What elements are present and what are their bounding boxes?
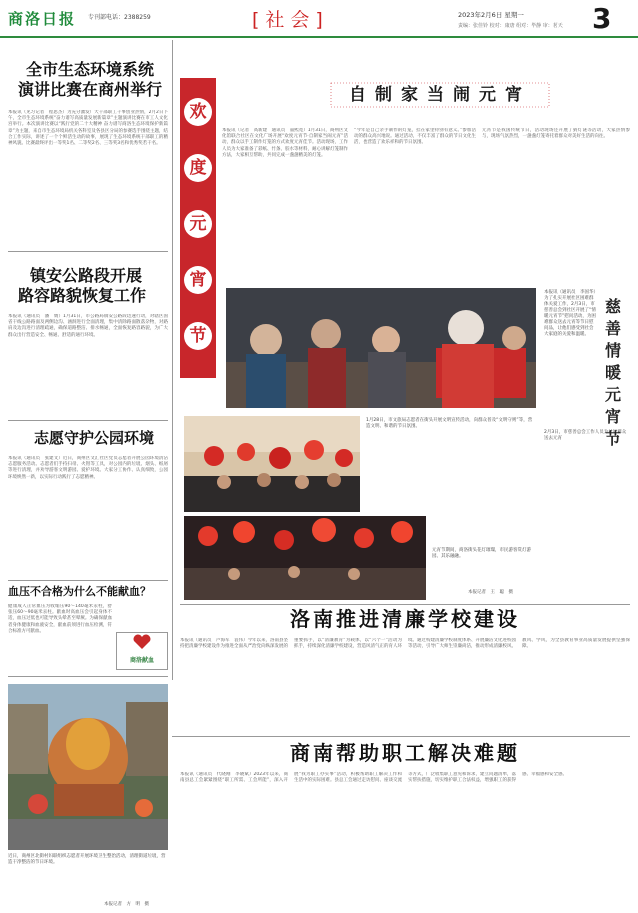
charity-photo-caption: 2月3日，市慈善总会工作人员为社区群众送去元宵 [544,430,627,441]
volunteer-title: 志愿守护公园环境 [34,429,155,447]
road-article [8,256,168,422]
blood-body: 健康成人正常血压为收缩压90～140毫米汞柱，舒张压60～90毫米汞柱。献血时高血压会引起身体不适，血压过低也可能导致头晕甚至晕厥。为确保献血者身体健康和血液安全，献血前须进行血压检测，符合标准方可献血。 [8,604,112,634]
lantern-photo-2 [184,516,426,600]
photo3-caption: 元宵节期间，商洛街头花灯璀璨，市民游客赏灯游园、其乐融融。 [432,548,531,559]
column-divider [172,40,173,680]
lantern-body-col1: 本报讯（记者 高新建 通讯员 董熙宽）1月31日，商州区文化馆联合社区在文化广场开展“欢度元宵节·自制家当闹元宵”活动，群众以手工制作灯笼的方式欢度元宵佳节。活动现场，工作人员为大家准备了彩纸、竹条、胶水等材料，耐心讲解灯笼制作方法，大家相互帮助，共同完成一盏盏精美的灯笼。 [222,128,348,158]
volunteer-body: 本报讯（通讯员 张建文）近日，商州区文汇社区党员志愿者开展公园环境清洁志愿服务活动。志愿者们手持扫帚、火钳等工具，对公园内的垃圾、烟头、纸屑等进行清理，并劝导游客文明游园、爱护环境。大家分工协作、认真细致，公园环境焕然一新，以实际行动践行了志愿精神。 [8,456,168,480]
eco-article [8,40,168,222]
charity-body: 本报讯（通讯员 李国华）为了扎实开展社区困难群体关爱工作，2月3日，市慈善总会到社区开展了“情暖元宵节”慰问活动，为困难群众送去元宵等节日慰问品，让他们感受到社会大家庭的关爱和温暖。 [544,290,596,337]
banner-char: 宵 [184,266,212,294]
banner-char: 元 [184,210,212,238]
charity-title-char: 元 [604,385,621,404]
phone-line: 专刊部电话：2388259 [88,14,151,21]
divider [8,580,168,581]
blood-logo-text: 商洛献血 [129,657,154,664]
eco-title-line1: 全市生态环境系统 [26,60,155,79]
shangnan-title: 商南帮助职工解决难题 [290,741,520,765]
luonan-body: 本报讯（通讯员 卢海军 袁伟）今年以来，洛南县坚持把清廉学校建设作为推进全面从严治党向纵深发展的重要抓手，以“清廉教育”为载体，以“六个一”活动为抓手，持续深化清廉学校建设，营造风清气正的育人环境。通过构建清廉学校制度体系、开展廉洁文化进校园等活动，引导广大师生崇廉尚洁，推动形成清廉校风、教风、学风，为全县教育事业高质量发展提供坚强保障。 [180,638,630,650]
lantern-body-col3: 元宵节是我国传统节日，活动现场还开展了猜灯谜等活动，大家热情参与，现场气氛热烈，一盏盏灯笼寄托着群众对美好生活的向往。 [482,128,630,140]
page-number: 3 [592,2,612,35]
charity-title-char: 善 [604,319,621,338]
date-line: 2023年2月6日 星期一 [458,11,524,19]
heart-hand-icon [131,633,153,651]
photo4-caption: 近日，商州区北街村妇联组织志愿者开展环境卫生整治活动，清理街道垃圾，营造干净整洁的节日环境。 [8,854,166,865]
volunteer-article [8,424,168,580]
road-title-line1: 镇安公路段开展 [30,266,143,285]
section-title: [社会] [252,9,329,31]
charity-title-char: 慈 [604,297,621,316]
charity-title-char: 节 [604,429,621,448]
shangnan-body: 本报讯（通讯员 代晓刚 李晓斌）2023年以来，商南县总工会紧紧围绕“职工所需、工会所能”，深入开展“我为职工办实事”活动，积极帮助职工解决工作和生活中的实际困难。县总工会通过走访慰问、座谈交流等方式，广泛收集职工意见和诉求，建立问题清单，落实帮扶措施，切实维护职工合法权益，增强职工的获得感、幸福感和安全感。 [180,772,567,784]
festival-vertical-banner [180,78,216,378]
charity-title-char: 暖 [604,363,621,382]
photo4-credit: 本报记者 方 明 摄 [104,902,149,907]
lantern-body-col2: “今年是自己亲手制作的灯笼，挂在家里特别有意义。”参加活动的群众高兴地说。通过活动，不仅丰富了群众的节日文化生活，也营造了欢乐祥和的节日氛围。 [354,128,476,146]
banner-char: 欢 [184,98,212,126]
charity-title-char: 宵 [604,407,621,426]
road-title-line2: 路容路貌恢复工作 [18,286,147,305]
lantern-photo-1 [184,416,360,512]
photo2-caption: 1月28日，市文旅局志愿者在街头开展文明宣传活动，向群众普及“文明守则”等，营造文明、和谐的节日氛围。 [366,418,533,429]
charity-photo [226,288,536,408]
divider [180,604,630,605]
divider [172,736,630,737]
charity-title-char: 情 [604,341,621,360]
newspaper-logo: 商洛日报 [8,10,77,28]
divider [8,676,168,677]
lantern-title: 自制家当闹元宵 [349,85,531,105]
blood-logo [116,632,168,670]
street-cleaning-photo [8,684,168,850]
editors-line: 责编：张佳铃 校对：康唐 组对：毕静 审：茗天 [458,23,563,29]
divider [8,251,168,252]
luonan-title: 洛南推进清廉学校建设 [290,607,520,631]
eco-body: 本报讯（见习记者 程思杰）为充分激发广大干部职工干事创业热情，2月2日下午，全市生态环境系统“奋力谱写高质量发展新篇章”主题演讲比赛在市工人文化宫举行。本次演讲比赛以“践行党的二十大精神 奋力谱写商洛生态环境保护新篇章”为主题，来自市生态环境局机关各科室及各县区分局的参赛选手围绕主题，结合工作实际，讲述了一个个鲜活生动的故事，展现了生态环境系统干部职工的精神风貌。比赛最终评出一等奖1名、二等奖2名、三等奖3名和优秀奖若干名。 [8,110,168,147]
divider [8,420,168,421]
road-body: 本报讯（通讯员 潘 婧）1月31日，市公路局镇安公路段迅速行动，对辖区国省干线公路路面及两侧边沟、涵洞进行全面清理，集中清除路面散落杂物，对路肩及边沟进行清理疏通，确保道路整洁、排水畅通，全面恢复路容路貌，为广大群众出行营造安全、畅通、舒适的通行环境。 [8,314,168,338]
photo3-credit: 本报记者 王 聪 摄 [468,590,513,595]
lantern-title-box [330,82,550,108]
banner-char: 度 [184,154,212,182]
banner-char: 节 [184,322,212,350]
blood-title: 血压不合格为什么不能献血？ [8,585,151,598]
eco-title-line2: 演讲比赛在商州举行 [18,80,163,99]
